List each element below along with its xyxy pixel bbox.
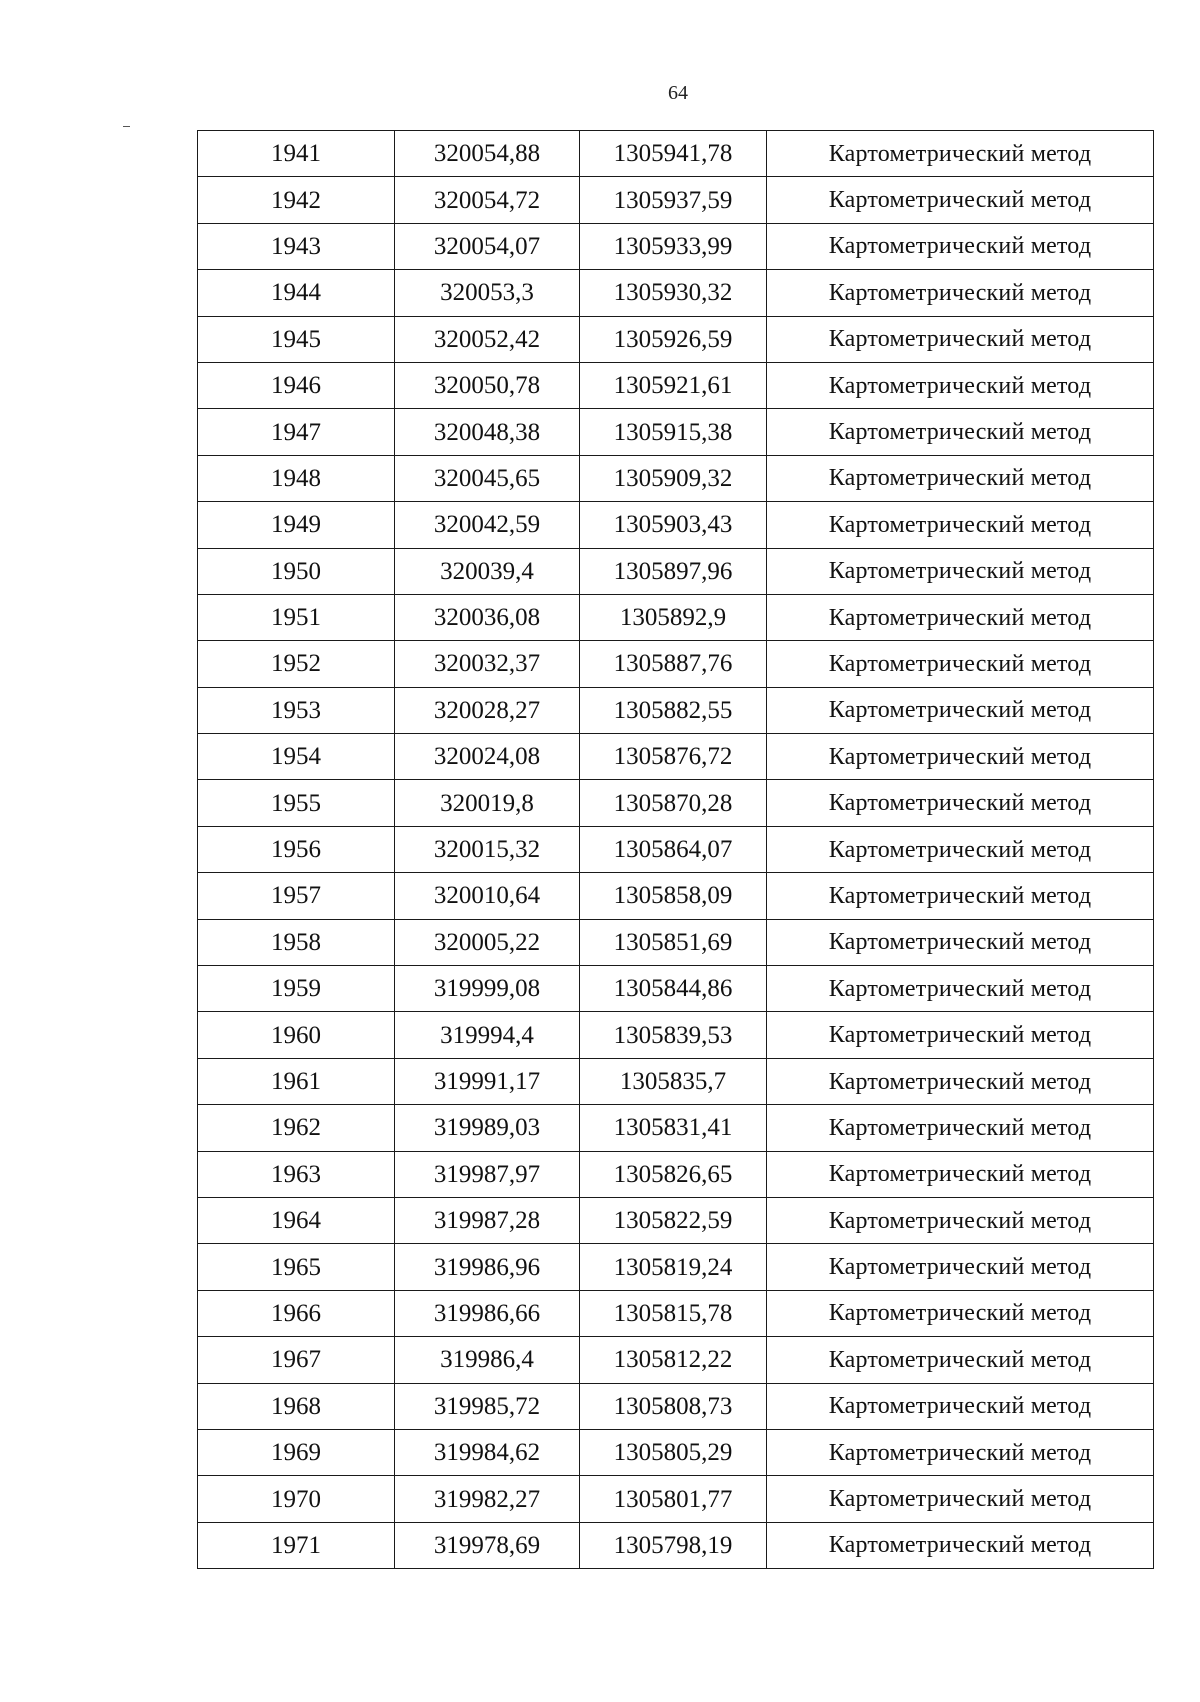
method-cell: Картометрический метод [767,1012,1154,1058]
y-coordinate-cell: 1305831,41 [580,1105,767,1151]
x-coordinate-cell: 320010,64 [395,873,580,919]
point-number-cell: 1959 [198,966,395,1012]
x-coordinate-cell: 320036,08 [395,594,580,640]
y-coordinate-cell: 1305805,29 [580,1429,767,1475]
method-cell: Картометрический метод [767,548,1154,594]
x-coordinate-cell: 320024,08 [395,734,580,780]
y-coordinate-cell: 1305921,61 [580,362,767,408]
x-coordinate-cell: 319991,17 [395,1058,580,1104]
table-row [198,1151,1154,1197]
method-cell: Картометрический метод [767,780,1154,826]
x-coordinate-cell: 320028,27 [395,687,580,733]
y-coordinate-cell: 1305930,32 [580,270,767,316]
table-row [198,548,1154,594]
method-cell: Картометрический метод [767,502,1154,548]
method-cell: Картометрический метод [767,223,1154,269]
y-coordinate-cell: 1305822,59 [580,1197,767,1243]
table-row [198,1383,1154,1429]
y-coordinate-cell: 1305819,24 [580,1244,767,1290]
y-coordinate-cell: 1305835,7 [580,1058,767,1104]
x-coordinate-cell: 319986,66 [395,1290,580,1336]
point-number-cell: 1950 [198,548,395,594]
point-number-cell: 1971 [198,1522,395,1568]
point-number-cell: 1964 [198,1197,395,1243]
x-coordinate-cell: 320050,78 [395,362,580,408]
point-number-cell: 1948 [198,455,395,501]
method-cell: Картометрический метод [767,1429,1154,1475]
y-coordinate-cell: 1305903,43 [580,502,767,548]
method-cell: Картометрический метод [767,966,1154,1012]
y-coordinate-cell: 1305892,9 [580,594,767,640]
x-coordinate-cell: 320039,4 [395,548,580,594]
point-number-cell: 1951 [198,594,395,640]
table-row [198,409,1154,455]
table-row [198,641,1154,687]
method-cell: Картометрический метод [767,1197,1154,1243]
x-coordinate-cell: 319987,97 [395,1151,580,1197]
point-number-cell: 1958 [198,919,395,965]
x-coordinate-cell: 319989,03 [395,1105,580,1151]
x-coordinate-cell: 320042,59 [395,502,580,548]
y-coordinate-cell: 1305897,96 [580,548,767,594]
y-coordinate-cell: 1305941,78 [580,131,767,177]
method-cell: Картометрический метод [767,1244,1154,1290]
table-row [198,270,1154,316]
y-coordinate-cell: 1305876,72 [580,734,767,780]
x-coordinate-cell: 319985,72 [395,1383,580,1429]
y-coordinate-cell: 1305915,38 [580,409,767,455]
point-number-cell: 1969 [198,1429,395,1475]
x-coordinate-cell: 320054,88 [395,131,580,177]
table-row [198,223,1154,269]
table-row [198,1012,1154,1058]
table-row [198,826,1154,872]
x-coordinate-cell: 319987,28 [395,1197,580,1243]
method-cell: Картометрический метод [767,1476,1154,1522]
table-row [198,1290,1154,1336]
point-number-cell: 1963 [198,1151,395,1197]
x-coordinate-cell: 319986,96 [395,1244,580,1290]
table-row [198,734,1154,780]
y-coordinate-cell: 1305933,99 [580,223,767,269]
method-cell: Картометрический метод [767,873,1154,919]
point-number-cell: 1968 [198,1383,395,1429]
method-cell: Картометрический метод [767,177,1154,223]
method-cell: Картометрический метод [767,131,1154,177]
y-coordinate-cell: 1305839,53 [580,1012,767,1058]
x-coordinate-cell: 319994,4 [395,1012,580,1058]
table-row [198,316,1154,362]
table-row [198,1476,1154,1522]
table-row [198,1522,1154,1568]
table-row [198,594,1154,640]
y-coordinate-cell: 1305870,28 [580,780,767,826]
table-row [198,131,1154,177]
y-coordinate-cell: 1305858,09 [580,873,767,919]
table-row [198,1429,1154,1475]
method-cell: Картометрический метод [767,316,1154,362]
point-number-cell: 1962 [198,1105,395,1151]
x-coordinate-cell: 320052,42 [395,316,580,362]
x-coordinate-cell: 319982,27 [395,1476,580,1522]
x-coordinate-cell: 319978,69 [395,1522,580,1568]
table-row [198,1105,1154,1151]
table-row [198,455,1154,501]
y-coordinate-cell: 1305844,86 [580,966,767,1012]
point-number-cell: 1953 [198,687,395,733]
y-coordinate-cell: 1305937,59 [580,177,767,223]
table-row [198,362,1154,408]
y-coordinate-cell: 1305864,07 [580,826,767,872]
point-number-cell: 1965 [198,1244,395,1290]
table-row [198,1197,1154,1243]
method-cell: Картометрический метод [767,594,1154,640]
point-number-cell: 1960 [198,1012,395,1058]
x-coordinate-cell: 320005,22 [395,919,580,965]
scan-mark [123,126,130,127]
table-row [198,687,1154,733]
method-cell: Картометрический метод [767,409,1154,455]
method-cell: Картометрический метод [767,270,1154,316]
x-coordinate-cell: 319984,62 [395,1429,580,1475]
y-coordinate-cell: 1305887,76 [580,641,767,687]
table-row [198,873,1154,919]
point-number-cell: 1954 [198,734,395,780]
point-number-cell: 1952 [198,641,395,687]
x-coordinate-cell: 319999,08 [395,966,580,1012]
method-cell: Картометрический метод [767,1151,1154,1197]
point-number-cell: 1956 [198,826,395,872]
coordinates-table [197,130,1154,1569]
point-number-cell: 1944 [198,270,395,316]
x-coordinate-cell: 320054,07 [395,223,580,269]
y-coordinate-cell: 1305909,32 [580,455,767,501]
method-cell: Картометрический метод [767,826,1154,872]
method-cell: Картометрический метод [767,1337,1154,1383]
point-number-cell: 1942 [198,177,395,223]
point-number-cell: 1947 [198,409,395,455]
method-cell: Картометрический метод [767,687,1154,733]
method-cell: Картометрический метод [767,919,1154,965]
coordinates-table-body [198,131,1154,1569]
x-coordinate-cell: 320032,37 [395,641,580,687]
y-coordinate-cell: 1305808,73 [580,1383,767,1429]
point-number-cell: 1957 [198,873,395,919]
method-cell: Картометрический метод [767,1522,1154,1568]
y-coordinate-cell: 1305812,22 [580,1337,767,1383]
method-cell: Картометрический метод [767,641,1154,687]
y-coordinate-cell: 1305815,78 [580,1290,767,1336]
table-row [198,1058,1154,1104]
x-coordinate-cell: 320019,8 [395,780,580,826]
method-cell: Картометрический метод [767,1383,1154,1429]
point-number-cell: 1945 [198,316,395,362]
table-row [198,780,1154,826]
method-cell: Картометрический метод [767,1105,1154,1151]
point-number-cell: 1941 [198,131,395,177]
point-number-cell: 1949 [198,502,395,548]
x-coordinate-cell: 320053,3 [395,270,580,316]
point-number-cell: 1955 [198,780,395,826]
x-coordinate-cell: 320054,72 [395,177,580,223]
y-coordinate-cell: 1305926,59 [580,316,767,362]
method-cell: Картометрический метод [767,1290,1154,1336]
page-number: 64 [668,82,688,104]
x-coordinate-cell: 320015,32 [395,826,580,872]
x-coordinate-cell: 320048,38 [395,409,580,455]
table-row [198,1337,1154,1383]
point-number-cell: 1967 [198,1337,395,1383]
point-number-cell: 1966 [198,1290,395,1336]
point-number-cell: 1943 [198,223,395,269]
method-cell: Картометрический метод [767,734,1154,780]
x-coordinate-cell: 320045,65 [395,455,580,501]
y-coordinate-cell: 1305826,65 [580,1151,767,1197]
y-coordinate-cell: 1305851,69 [580,919,767,965]
y-coordinate-cell: 1305882,55 [580,687,767,733]
table-row [198,919,1154,965]
table-row [198,1244,1154,1290]
table-row [198,502,1154,548]
y-coordinate-cell: 1305801,77 [580,1476,767,1522]
method-cell: Картометрический метод [767,1058,1154,1104]
point-number-cell: 1946 [198,362,395,408]
point-number-cell: 1970 [198,1476,395,1522]
x-coordinate-cell: 319986,4 [395,1337,580,1383]
table-row [198,177,1154,223]
method-cell: Картометрический метод [767,362,1154,408]
point-number-cell: 1961 [198,1058,395,1104]
table-row [198,966,1154,1012]
y-coordinate-cell: 1305798,19 [580,1522,767,1568]
method-cell: Картометрический метод [767,455,1154,501]
